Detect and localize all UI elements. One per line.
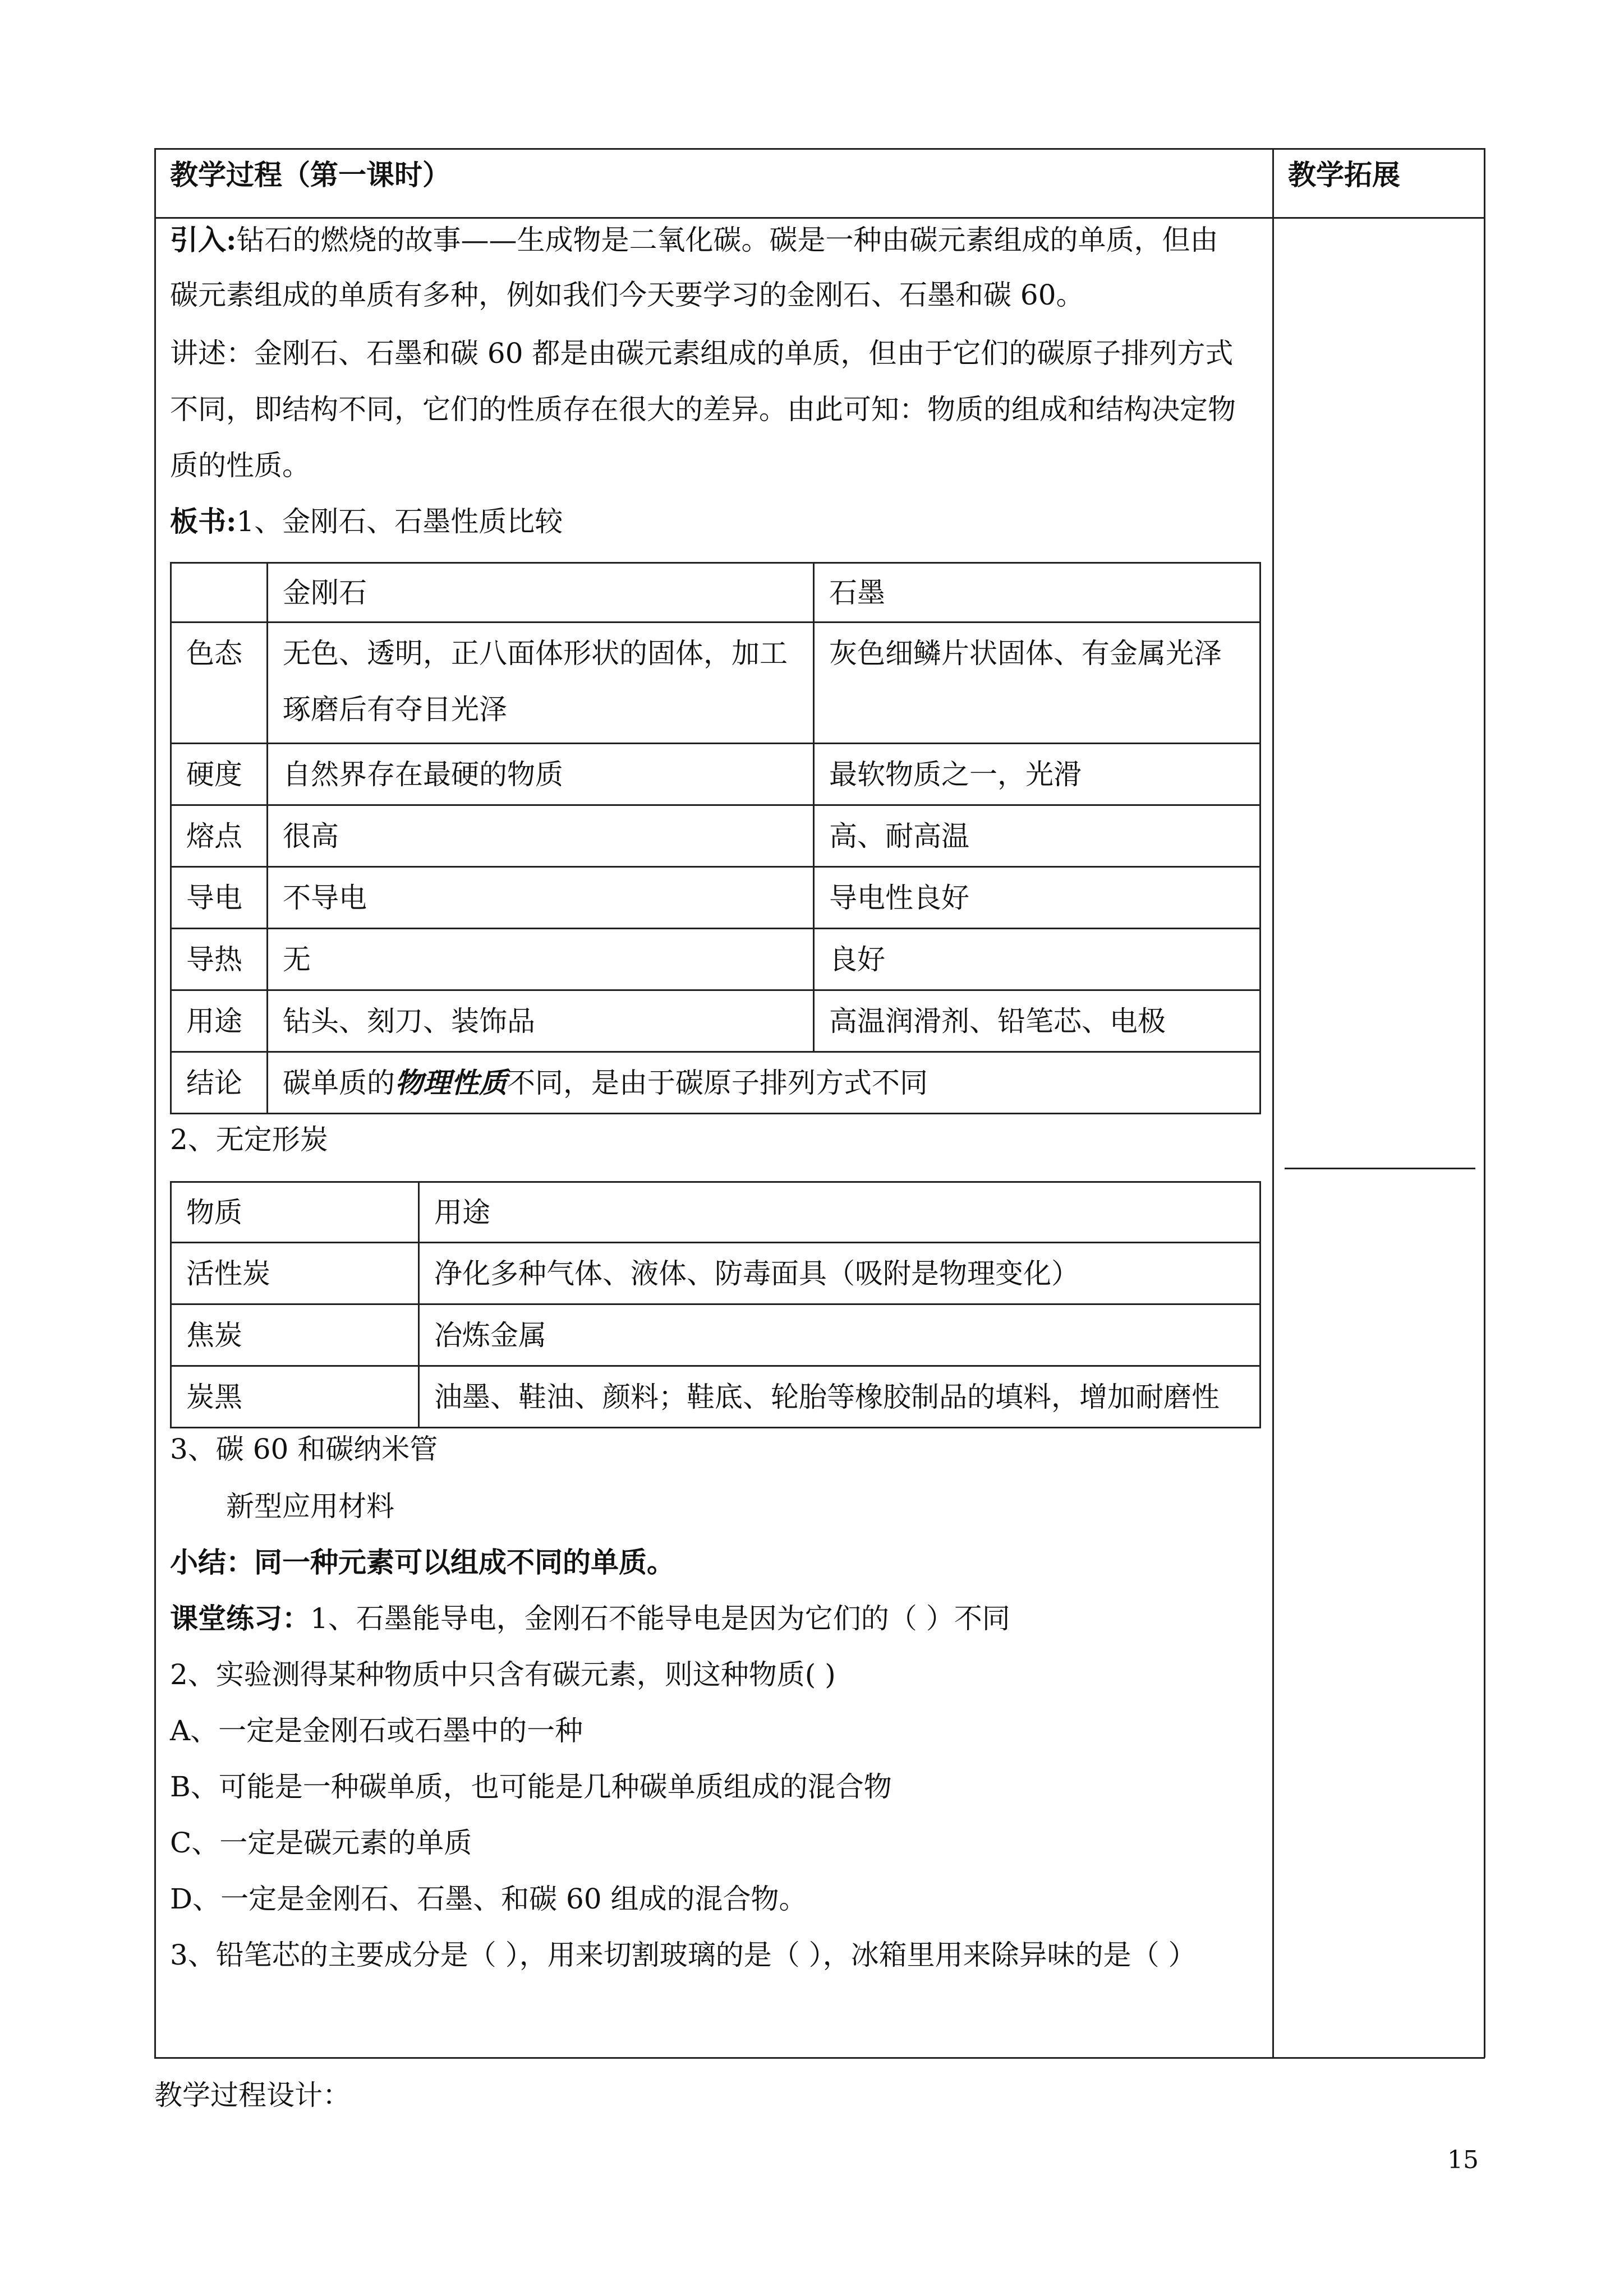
extension-column-rule bbox=[1285, 1168, 1475, 1169]
table-row bbox=[171, 805, 1260, 867]
page-number: 15 bbox=[1447, 2146, 1479, 2174]
property-cell: 导电 bbox=[171, 867, 268, 929]
use-cell: 净化多种气体、液体、防毒面具（吸附是物理变化） bbox=[419, 1243, 1260, 1304]
use-cell: 冶炼金属 bbox=[419, 1304, 1260, 1366]
c60-nanotube-title: 3、碳 60 和碳纳米管 bbox=[170, 1433, 438, 1465]
exercise-option-c: C、一定是碳元素的单质 bbox=[170, 1827, 472, 1859]
lesson-process-title: 教学过程（第一课时） bbox=[170, 158, 450, 191]
table-row bbox=[171, 744, 1260, 805]
exercise-option-d: D、一定是金刚石、石墨、和碳 60 组成的混合物。 bbox=[170, 1883, 807, 1915]
conclusion-label: 结论 bbox=[171, 1052, 268, 1114]
frame-divider-line bbox=[1272, 148, 1274, 2058]
property-cell: 色态 bbox=[171, 623, 268, 744]
board-line bbox=[170, 505, 563, 538]
use-cell: 油墨、鞋油、颜料；鞋底、轮胎等橡胶制品的填料，增加耐磨性 bbox=[419, 1366, 1260, 1428]
table-row bbox=[171, 623, 1260, 744]
exercise-q3: 3、铅笔芯的主要成分是（ ），用来切割玻璃的是（ ），冰箱里用来除异味的是（ ） bbox=[170, 1939, 1197, 1971]
board-text: 1、金刚石、石墨性质比较 bbox=[236, 505, 563, 538]
intro-text-1: 钻石的燃烧的故事——生成物是二氧化碳。碳是一种由碳元素组成的单质，但由 bbox=[236, 224, 1218, 256]
diamond-cell: 无 bbox=[268, 929, 814, 990]
frame-bottom-line bbox=[154, 2057, 1485, 2059]
amorphous-carbon-title: 2、无定形炭 bbox=[170, 1123, 328, 1156]
diamond-cell: 钻头、刻刀、装饰品 bbox=[268, 990, 814, 1052]
exercise-label: 课堂练习： bbox=[170, 1602, 310, 1635]
table-header-cell: 石墨 bbox=[814, 563, 1260, 623]
table-header-cell: 物质 bbox=[171, 1182, 419, 1243]
substance-cell: 活性炭 bbox=[171, 1243, 419, 1304]
frame-top-line bbox=[154, 148, 1485, 150]
table-row bbox=[171, 1304, 1260, 1366]
table-row bbox=[171, 867, 1260, 929]
new-materials-text: 新型应用材料 bbox=[226, 1490, 394, 1523]
diamond-cell: 无色、透明，正八面体形状的固体，加工琢磨后有夺目光泽 bbox=[268, 623, 814, 744]
substance-cell: 焦炭 bbox=[171, 1304, 419, 1366]
diamond-cell: 很高 bbox=[268, 805, 814, 867]
graphite-cell: 灰色细鳞片状固体、有金属光泽 bbox=[814, 623, 1260, 744]
intro-line-1 bbox=[170, 223, 1218, 257]
table-row bbox=[171, 990, 1260, 1052]
intro-line-2: 碳元素组成的单质有多种，例如我们今天要学习的金刚石、石墨和碳 60。 bbox=[170, 279, 1084, 311]
conclusion-cell bbox=[268, 1052, 1260, 1114]
lecture-line-1: 讲述：金刚石、石墨和碳 60 都是由碳元素组成的单质，但由于它们的碳原子排列方式 bbox=[170, 337, 1234, 370]
diamond-graphite-table bbox=[170, 562, 1261, 1114]
table-row bbox=[171, 1366, 1260, 1428]
table-row bbox=[171, 1243, 1260, 1304]
conclusion-text-post: 不同，是由于碳原子排列方式不同 bbox=[507, 1066, 928, 1099]
diamond-cell: 不导电 bbox=[268, 867, 814, 929]
substance-cell: 炭黑 bbox=[171, 1366, 419, 1428]
teaching-design-label: 教学过程设计： bbox=[154, 2079, 351, 2111]
frame-right-line bbox=[1484, 148, 1485, 2058]
graphite-cell: 最软物质之一，光滑 bbox=[814, 744, 1260, 805]
graphite-cell: 高温润滑剂、铅笔芯、电极 bbox=[814, 990, 1260, 1052]
exercise-option-b: B、可能是一种碳单质，也可能是几种碳单质组成的混合物 bbox=[170, 1771, 892, 1803]
exercise-option-a: A、一定是金刚石或石墨中的一种 bbox=[170, 1714, 583, 1747]
property-cell: 熔点 bbox=[171, 805, 268, 867]
graphite-cell: 导电性良好 bbox=[814, 867, 1260, 929]
conclusion-text-pre: 碳单质的 bbox=[283, 1066, 395, 1099]
table-header-cell: 用途 bbox=[419, 1182, 1260, 1243]
exercise-q2: 2、实验测得某种物质中只含有碳元素，则这种物质( ) bbox=[170, 1658, 836, 1691]
board-label: 板书: bbox=[170, 505, 237, 538]
lecture-line-2: 不同，即结构不同，它们的性质存在很大的差异。由此可知：物质的组成和结构决定物 bbox=[170, 393, 1236, 426]
frame-left-line bbox=[154, 148, 156, 2058]
property-cell: 硬度 bbox=[171, 744, 268, 805]
exercise-q1-line bbox=[170, 1602, 1010, 1635]
table-header-cell bbox=[171, 563, 268, 623]
table-header-row bbox=[171, 1182, 1260, 1243]
graphite-cell: 高、耐高温 bbox=[814, 805, 1260, 867]
conclusion-row bbox=[171, 1052, 1260, 1114]
lecture-line-3: 质的性质。 bbox=[170, 449, 310, 482]
property-cell: 导热 bbox=[171, 929, 268, 990]
table-header-row bbox=[171, 563, 1260, 623]
diamond-cell: 自然界存在最硬的物质 bbox=[268, 744, 814, 805]
table-row bbox=[171, 929, 1260, 990]
header-bottom-line bbox=[154, 217, 1485, 219]
conclusion-emphasis: 物理性质 bbox=[395, 1066, 507, 1099]
amorphous-carbon-table bbox=[170, 1181, 1261, 1428]
intro-label: 引入: bbox=[170, 223, 237, 256]
table-header-cell: 金刚石 bbox=[268, 563, 814, 623]
graphite-cell: 良好 bbox=[814, 929, 1260, 990]
exercise-q1: 1、石墨能导电，金刚石不能导电是因为它们的（ ）不同 bbox=[310, 1602, 1010, 1635]
summary-text: 小结：同一种元素可以组成不同的单质。 bbox=[170, 1546, 675, 1579]
property-cell: 用途 bbox=[171, 990, 268, 1052]
teaching-extension-title: 教学拓展 bbox=[1288, 158, 1400, 191]
